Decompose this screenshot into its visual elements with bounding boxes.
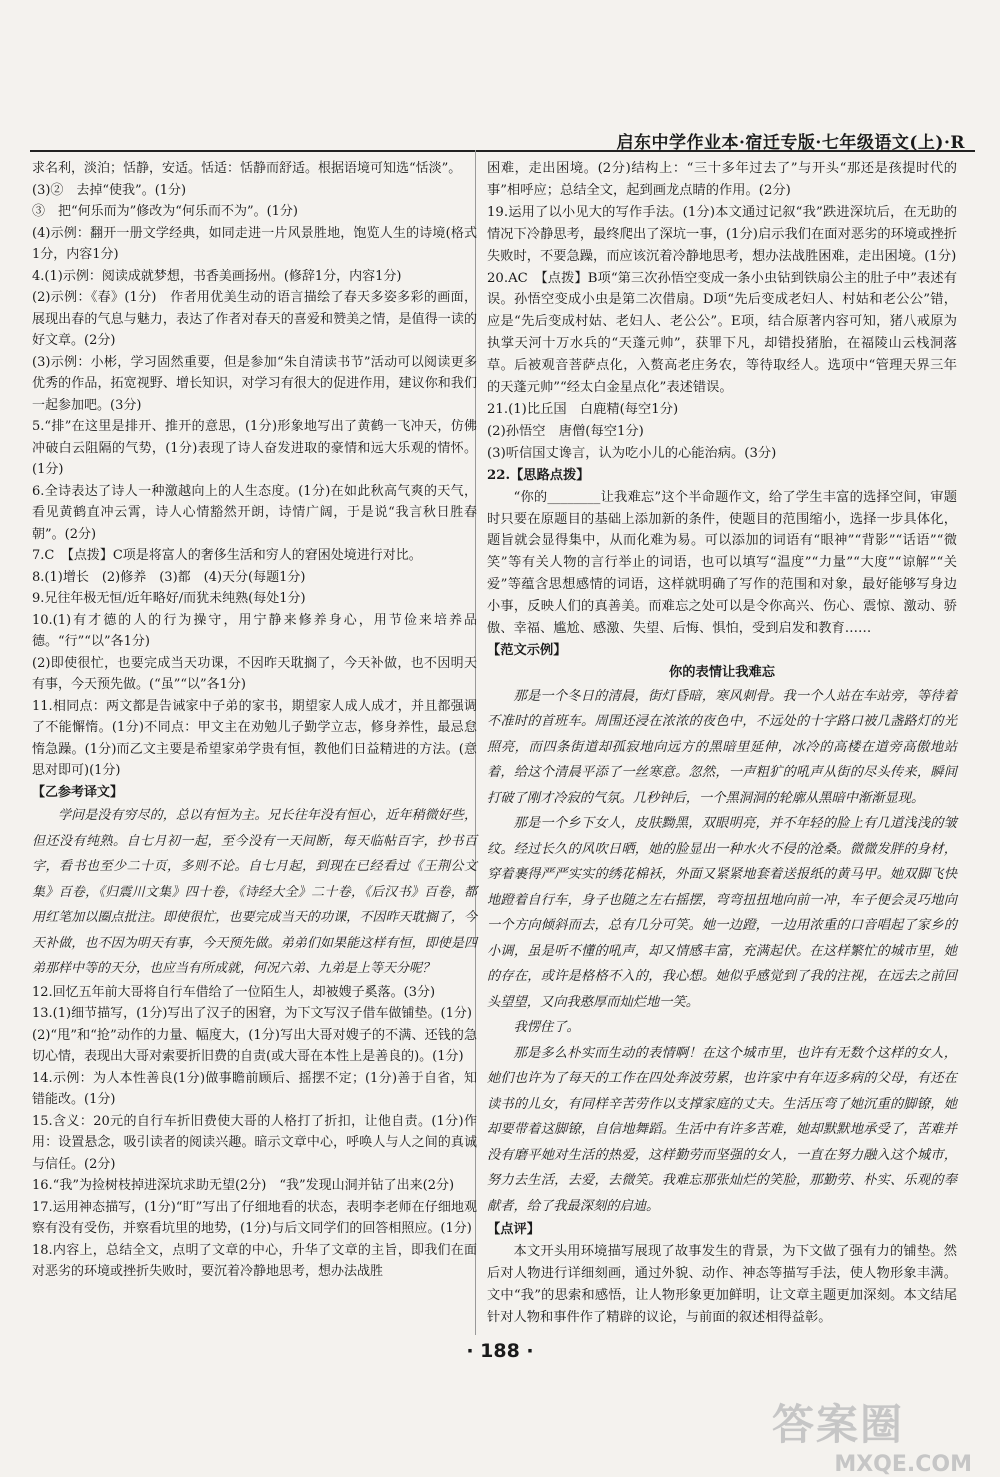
page-header xyxy=(30,128,975,152)
right-paragraph: 【点评】 xyxy=(487,1222,541,1238)
left-paragraph: 学问是没有穷尽的，总以有恒为主。兄长往年没有恒心，近年稍微好些，但还没有纯熟。自七月初一起，至今没有一天间断，每天临帖百字，抄书百字，看书也至少二十页，多则不论。自七月起，到现在已经看过《王荆公文集》百卷，《归震川文集》四十卷，《诗经大全》二十卷，《后汉书》百卷，都用红笔加以圈点批注。即使很忙，也要完成当天的功课，不因昨天耽搁了，今天补做，也不因为明天有事，今天预先做。弟弟们如果能这样有恒，即使是四弟那样中等的天分，也应当有所成就，何况六弟、九弟是上等天分呢？ xyxy=(32,808,477,976)
right-paragraph: (2)孙悟空 唐僧(每空1分) xyxy=(487,423,644,439)
page-number: · 188 · xyxy=(466,1340,534,1362)
left-paragraph: (2)示例：《春》(1分) 作者用优美生动的语言描绘了春天多姿多彩的画面，展现出春的气息与魅力，表达了作者对春天的喜爱和赞美之情，是值得一读的好文章。(2分) xyxy=(32,290,477,348)
left-paragraph: 5.“排”在这里是排开、推开的意思，(1分)形象地写出了黄鹤一飞冲天，仿佛冲破白云阻隔的气势，(1分)表现了诗人奋发进取的豪情和远大乐观的情怀。(1分) xyxy=(32,419,477,477)
right-paragraph: (3)听信国丈谗言，认为吃小儿的心能治病。(3分) xyxy=(487,445,777,461)
right-paragraph: 20.AC 【点拨】B项“第三次孙悟空变成一条小虫钻到铁扇公主的肚子中”表述有误。孙悟空变成小虫是第二次借扇。D项“先后变成老妇人、村姑和老公公”错，应是“先后变成村姑、老妇人、老公公”。E项，结合原著内容可知，猪八戒原为执掌天河十万水兵的“天蓬元帅”，获罪下凡，却错投猪胎，在福陵山云栈洞落草。后被观音菩萨点化，入赘高老庄务农，等待取经人。选项中“管理天界三年的天蓬元帅”“经太白金星点化”表述错误。 xyxy=(487,270,957,396)
left-paragraph: 求名利，淡泊；恬静，安适。恬适：恬静而舒适。根据语境可知选“恬淡”。 xyxy=(32,161,462,176)
left-paragraph: 10.(1)有才德的人的行为操守，用宁静来修养身心，用节俭来培养品德。“行”“以”各1分) xyxy=(32,612,477,649)
left-paragraph: 4.(1)示例：阅读成就梦想，书香美画扬州。(修辞1分，内容1分) xyxy=(32,268,402,284)
right-paragraph: 本文开头用环境描写展现了故事发生的背景，为下文做了强有力的铺垫。然后对人物进行详细刻画，通过外貌、动作、神态等描写手法，使人物形象丰满。文中“我”的思索和感悟，让人物形象更加鲜明，让文章主题更加深刻。本文结尾针对人物和事件作了精辟的议论，与前面的叙述相得益彰。 xyxy=(487,1244,957,1325)
left-paragraph: 12.回忆五年前大哥将自行车借给了一位陌生人，却被嫂子奚落。(3分) xyxy=(32,984,436,1000)
left-paragraph: 7.C 【点拨】C项是将富人的奢侈生活和穷人的窘困处境进行对比。 xyxy=(32,548,422,563)
left-paragraph: 17.运用神态描写，(1分)“盯”写出了仔细地看的状态，表明李老师在仔细地观察有没有受伤，并察看坑里的地势，(1分)与后文同学们的回答相照应。(1分) xyxy=(32,1199,477,1236)
left-paragraph: 14.示例：为人本性善良(1分)做事瞻前顾后、摇摆不定；(1分)善于自省，知错能改。(1分) xyxy=(32,1070,477,1107)
left-paragraph: 【乙参考译文】 xyxy=(32,784,124,800)
right-paragraph: 那是一个乡下女人，皮肤黝黑，双眼明亮，并不年轻的脸上有几道浅浅的皱纹。经过长久的风吹日晒，她的脸显出一种水火不侵的沧桑。微微发胖的身材，穿着裹得严严实实的绣花棉袄，外面又紧紧地套着送报纸的黄马甲。她双脚飞快地蹬着自行车，身子也随之左右摇摆，弯弯扭扭地向前一冲，车子便会灵巧地向一个方向倾斜而去，总有几分可笑。她一边蹬，一边用浓重的口音唱起了家乡的小调，虽是听不懂的吼声，却又情感丰富，充满起伏。在这样繁忙的城市里，她的存在，或许是格格不入的，我心想。她似乎感觉到了我的注视，在远去之前回头望望，又向我憨厚而灿烂地一笑。 xyxy=(487,816,957,1010)
left-paragraph: (3)示例：小彬，学习固然重要，但是参加“朱自清读书节”活动可以阅读更多优秀的作品，拓宽视野、增长知识，对学习有很大的促进作用，建议你和我们一起参加吧。(3分) xyxy=(32,354,477,413)
left-paragraph: 13.(1)细节描写，(1分)写出了汉子的困窘，为下文写汉子借车做铺垫。(1分) xyxy=(32,1006,472,1021)
right-column xyxy=(487,158,957,1329)
left-paragraph: 16.“我”为捡树枝掉进深坑求助无望(2分) “我”发现山洞并钻了出来(2分) xyxy=(32,1178,455,1193)
right-paragraph: 那是多么朴实而生动的表情啊！在这个城市里，也许有无数个这样的女人，她们也许为了每天的工作在四处奔波劳累，也许家中有年迈多病的父母，有还在读书的儿女，有同样辛苦劳作以支撑家庭的丈夫。生活压弯了她沉重的脚镣，她却要带着这脚镣，自信地舞蹈。生活中有许多苦难，她却默默地承受了，苦难并没有磨平她对生活的热爱，这样勤劳而坚强的女人，一直在努力融入这个城市，努力去生活，去爱，去微笑。我难忘那张灿烂的笑脸，那勤劳、朴实、乐观的奉献者，给了我最深刻的启迪。 xyxy=(487,1045,957,1214)
right-paragraph: 【范文示例】 xyxy=(487,642,567,658)
left-paragraph: 18.内容上，总结全文，点明了文章的中心，升华了文章的主旨，即我们在面对恶劣的环境或挫折失败时，要沉着冷静地思考，想办法战胜 xyxy=(32,1242,477,1279)
left-paragraph: 9.兄往年极无恒/近年略好/而犹未纯熟(每处1分) xyxy=(32,591,306,606)
left-paragraph: (2)即使很忙，也要完成当天功课，不因昨天耽搁了，今天补做，也不因明天有事，今天预先做。(“虽”“以”各1分) xyxy=(32,655,477,692)
right-paragraph: 19.运用了以小见大的写作手法。(1分)本文通过记叙“我”跌进深坑后，在无助的情况下冷静思考，最终爬出了深坑一事，(1分)启示我们在面对恶劣的环境或挫折失败时，不要急躁，而应该沉着冷静地思考，想办法战胜困难，走出困境。(1分) xyxy=(487,204,957,264)
left-paragraph: ③ 把“何乐而为”修改为“何乐而不为”。(1分) xyxy=(32,204,298,219)
right-paragraph: 22.【思路点拨】 xyxy=(487,467,590,483)
left-paragraph: 6.全诗表达了诗人一种激越向上的人生态度。(1分)在如此秋高气爽的天气，看见黄鹤直冲云霄，诗人心情豁然开朗，诗情广阔，于是说“我言秋日胜春朝”。(2分) xyxy=(32,483,477,542)
left-column xyxy=(32,158,477,1283)
left-paragraph: (4)示例：翻开一册文学经典，如同走进一片风景胜地，饱览人生的诗境(格式1分，内容1分) xyxy=(32,225,477,262)
left-paragraph: (3)② 去掉“使我”。(1分) xyxy=(32,182,187,198)
right-paragraph: 你的表情让我难忘 xyxy=(668,664,775,680)
left-paragraph: 15.含义：20元的自行车折旧费使大哥的人格打了折扣，让他自责。(1分)作用：设置悬念，吸引读者的阅读兴趣。暗示文章中心，呼唤人与人之间的真诚与信任。(2分) xyxy=(32,1113,477,1172)
left-paragraph: 11.相同点：两文都是告诫家中子弟的家书，期望家人成人成才，并且都强调了不能懈惰。(1分)不同点：甲文主在劝勉儿子勤学立志，修身养性，最忌怠惰急躁。(1分)而乙文主要是希望家弟学贵有恒，教他们日益精进的方法。(意思对即可)(1分) xyxy=(32,698,477,778)
watermark-logo: 答案圈 MXQE.COM xyxy=(772,1400,972,1477)
right-paragraph: 那是一个冬日的清晨，街灯昏暗，寒风刺骨。我一个人站在车站旁，等待着不准时的首班车。周围还浸在浓浓的夜色中，不远处的十字路口被几盏路灯的光照亮，而四条街道却孤寂地向远方的黑暗里延伸，冰冷的高楼在道旁高傲地站着，给这个清晨平添了一丝寒意。忽然，一声粗犷的吼声从街的尽头传来，瞬间打破了刚才冷寂的气氛。几秒钟后，一个黑洞洞的轮廓从黑暗中渐渐显现。 xyxy=(487,688,957,806)
right-paragraph: 困难，走出困境。(2分)结构上：“三十多年过去了”与开头“那还是孩提时代的事”相呼应；总结全文，起到画龙点睛的作用。(2分) xyxy=(487,161,957,198)
left-paragraph: 8.(1)增长 (2)修养 (3)都 (4)天分(每题1分) xyxy=(32,569,306,585)
header-title: 启东中学作业本·宿迁专版·七年级语文(上)·R xyxy=(616,133,965,153)
left-paragraph: (2)“甩”和“抢”动作的力量、幅度大，(1分)写出大哥对嫂子的不满、还钱的急切心情，表现出大哥对索要折旧费的自责(或大哥在本性上是善良的)。(1分) xyxy=(32,1027,477,1064)
right-paragraph: “你的________让我难忘”这个半命题作文，给了学生丰富的选择空间，审题时只要在原题目的基础上添加新的条件，使题目的范围缩小，选择一步具体化，题旨就会显得集中，从而化难为易。可以添加的词语有“眼神”“背影”“话语”“微笑”等有关人物的言行举止的词语，也可以填写“温度”“力量”“大度”“谅解”“关爱”等蕴含思想感情的词语，这样就明确了写作的范围和对象，最好能够写身边小事，反映人们的真善美。而难忘之处可以是令你高兴、伤心、震惊、激动、骄傲、幸福、尴尬、感激、失望、后悔、惧怕，受到启发和教育…… xyxy=(487,489,957,637)
right-paragraph: 我愣住了。 xyxy=(513,1020,580,1036)
right-paragraph: 21.(1)比丘国 白鹿精(每空1分) xyxy=(487,401,679,417)
